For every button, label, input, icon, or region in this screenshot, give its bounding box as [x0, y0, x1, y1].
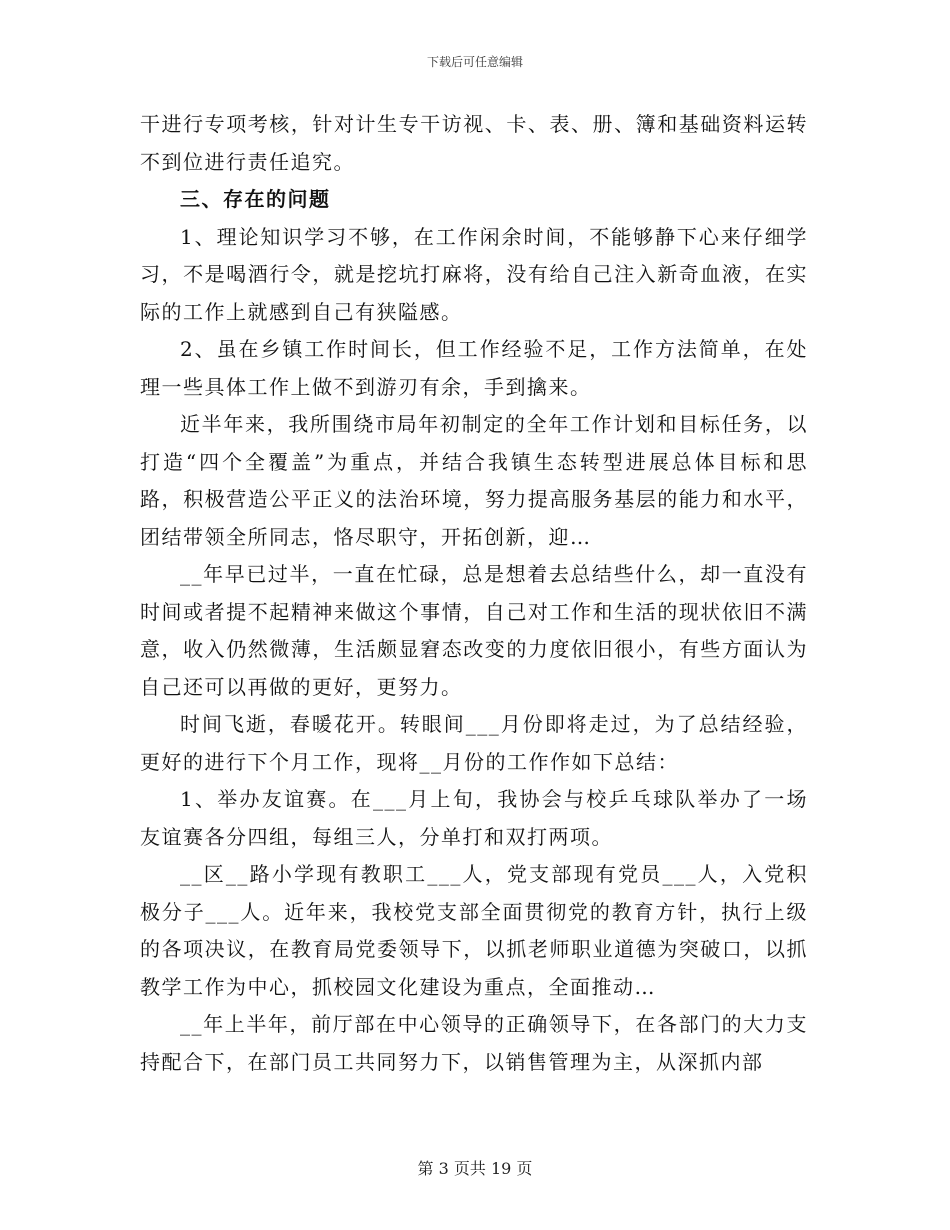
- paragraph: __年早已过半，一直在忙碌，总是想着去总结些什么，却一直没有时间或者提不起精神来做这个事情，自己对工作和生活的现状依旧不满意，收入仍然微薄，生活颇显窘态改变的力度依旧很小，有些方面认为自己还可以再做的更好，更努力。: [140, 562, 808, 699]
- section-heading: 三、存在的问题: [180, 187, 331, 211]
- paragraph-continuation: 干进行专项考核，针对计生专干访视、卡、表、册、簿和基础资料运转不到位进行责任追究。: [140, 112, 808, 174]
- paragraph: 时间飞逝，春暖花开。转眼间___月份即将走过，为了总结经验，更好的进行下个月工作，现将__月份的工作作如下总结：: [140, 712, 808, 774]
- document-body: [140, 106, 808, 1081]
- paragraph: 1、理论知识学习不够，在工作闲余时间，不能够静下心来仔细学习，不是喝酒行令，就是挖坑打麻将，没有给自己注入新奇血液，在实际的工作上就感到自己有狭隘感。: [140, 224, 808, 324]
- paragraph: 近半年来，我所围绕市局年初制定的全年工作计划和目标任务，以打造“四个全覆盖”为重点，并结合我镇生态转型进展总体目标和思路，积极营造公平正义的法治环境，努力提高服务基层的能力和水平，团结带领全所同志，恪尽职守，开拓创新，迎…: [140, 412, 808, 549]
- paragraph: 2、虽在乡镇工作时间长，但工作经验不足，工作方法简单，在处理一些具体工作上做不到游刃有余，手到擒来。: [140, 337, 808, 399]
- paragraph: __年上半年，前厅部在中心领导的正确领导下，在各部门的大力支持配合下，在部门员工共同努力下，以销售管理为主，从深抓内部: [140, 1012, 808, 1074]
- paragraph: 1、举办友谊赛。在___月上旬，我协会与校乒乓球队举办了一场友谊赛各分四组，每组三人，分单打和双打两项。: [140, 787, 808, 849]
- paragraph: __区__路小学现有教职工___人，党支部现有党员___人，入党积极分子___人。近年来，我校党支部全面贯彻党的教育方针，执行上级的各项决议，在教育局党委领导下，以抓老师职业道德为突破口，以抓教学工作为中心，抓校园文化建设为重点，全面推动…: [140, 862, 808, 999]
- page-number: 第 3 页共 19 页: [417, 1159, 533, 1178]
- page-header: 下载后可任意编辑: [426, 55, 523, 69]
